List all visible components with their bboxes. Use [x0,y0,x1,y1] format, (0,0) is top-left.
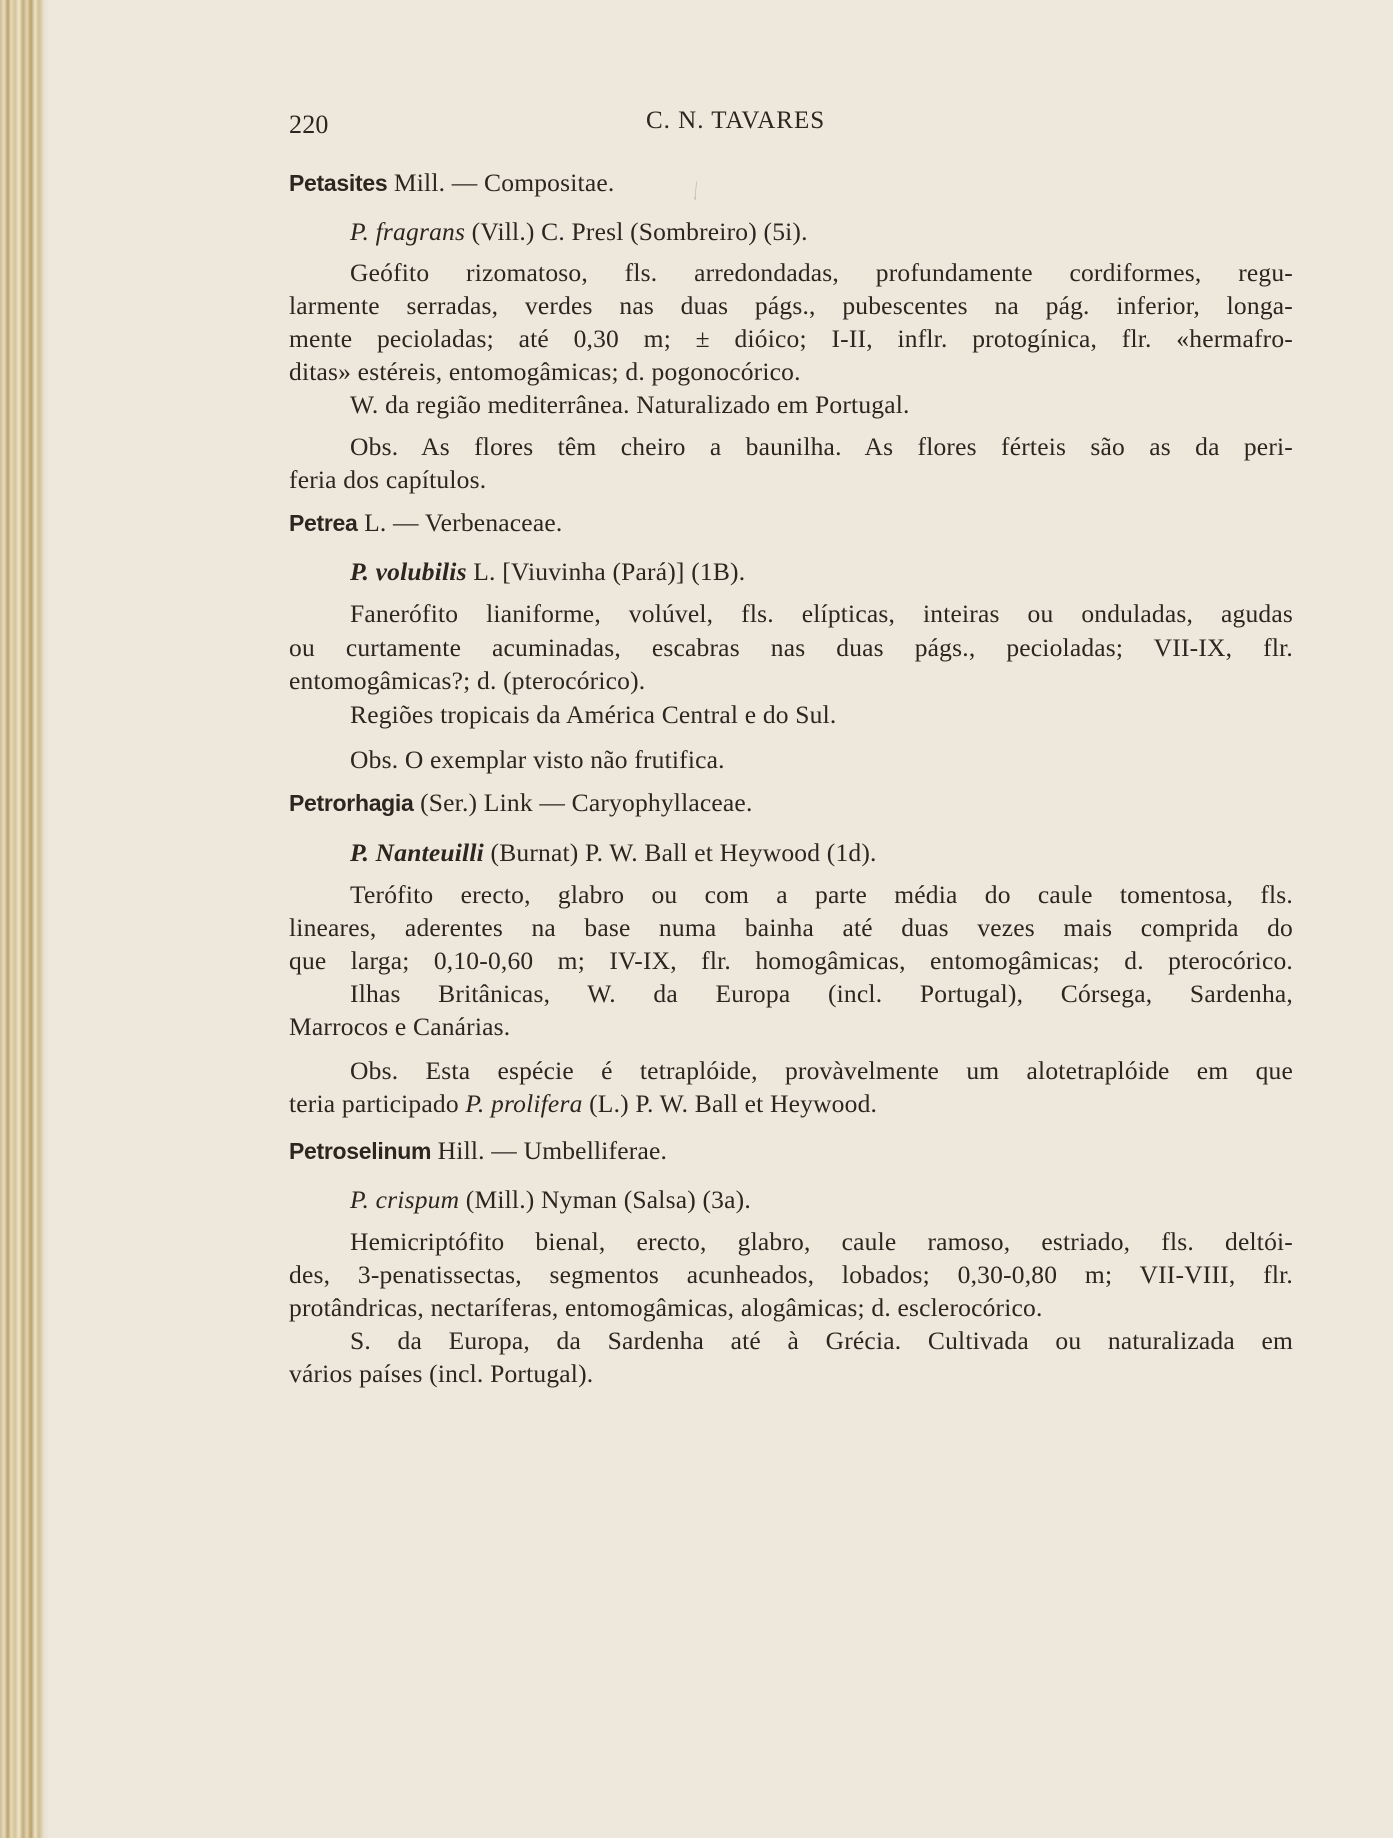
genus-name: Petrea [289,510,358,536]
obs-line: feria dos capítulos. [289,465,487,494]
genus-authority-family: (Ser.) Link — Caryophyllaceae. [413,788,753,817]
distribution-line: Regiões tropicais da América Central e do Sul. [350,700,837,729]
species-name: P. crispum [350,1185,460,1214]
genus-authority-family: Hill. — Umbelliferae. [431,1136,668,1165]
genus-authority-family: L. — Verbenaceae. [357,508,563,537]
description-line: ditas» estéreis, entomogâmicas; d. pogonocórico. [289,357,801,386]
page-number: 220 [289,110,329,139]
description-line: ou curtamente acuminadas, escabras nas duas págs., pecioladas; VII-IX, flr. [289,633,1293,662]
obs-text: teria participado [289,1089,466,1118]
genus-name: Petroselinum [289,1138,432,1164]
description-line: larmente serradas, verdes nas duas págs., pubescentes na pág. inferior, longa- [289,291,1293,320]
genus-name: Petasites [289,170,388,196]
species-authority: (Mill.) Nyman (Salsa) (3a). [459,1185,751,1214]
obs-line: Obs. Esta espécie é tetraplóide, provàvelmente um alotetraplóide em que [350,1056,1293,1085]
species-heading [350,557,1293,587]
species-name: P. Nanteuilli [350,838,484,867]
distribution-line: Ilhas Britânicas, W. da Europa (incl. Portugal), Córsega, Sardenha, [350,979,1293,1008]
description-line: Terófito erecto, glabro ou com a parte média do caule tomentosa, fls. [350,880,1293,909]
species-heading [350,1185,1293,1215]
distribution-line: S. da Europa, da Sardenha até à Grécia. Cultivada ou naturalizada em [350,1326,1293,1355]
book-binding-edge [0,0,48,1838]
genus-heading-petrorhagia [289,788,1293,818]
obs-line: Obs. As flores têm cheiro a baunilha. As flores férteis são as da peri- [350,432,1293,461]
obs-species-name: P. prolifera [465,1089,583,1118]
species-authority: (Vill.) C. Presl (Sombreiro) (5i). [465,217,808,246]
description-line: Hemicriptófito bienal, erecto, glabro, caule ramoso, estriado, fls. deltói- [350,1227,1293,1256]
description-line: que larga; 0,10-0,60 m; IV-IX, flr. homogâmicas, entomogâmicas; d. pterocórico. [289,946,1293,975]
species-authority: L. [Viuvinha (Pará)] (1B). [466,557,746,586]
description-line: lineares, aderentes na base numa bainha até duas vezes mais comprida do [289,913,1293,942]
genus-heading-petasites [289,168,1293,198]
genus-name: Petrorhagia [289,790,414,816]
distribution-line: Marrocos e Canárias. [289,1012,511,1041]
genus-heading-petrea [289,508,1293,538]
obs-line [289,1089,1293,1119]
species-heading [350,838,1293,868]
species-heading [350,217,1293,247]
description-line: Geófito rizomatoso, fls. arredondadas, profundamente cordiformes, regu- [350,258,1293,287]
species-name: P. volubilis [350,557,467,586]
description-line: protândricas, nectaríferas, entomogâmicas, alogâmicas; d. esclerocórico. [289,1293,1043,1322]
description-line: mente pecioladas; até 0,30 m; ± dióico; I-II, inflr. protogínica, flr. «hermafro- [289,324,1293,353]
genus-authority-family: Mill. — Compositae. [387,168,615,197]
genus-heading-petroselinum [289,1136,1293,1166]
species-name: P. fragrans [350,217,466,246]
description-line: Fanerófito lianiforme, volúvel, fls. elípticas, inteiras ou onduladas, agudas [350,599,1293,628]
running-head: C. N. TAVARES [646,107,826,134]
description-line: entomogâmicas?; d. (pterocórico). [289,666,646,695]
distribution-line: W. da região mediterrânea. Naturalizado em Portugal. [350,390,910,419]
obs-line: Obs. O exemplar visto não frutifica. [350,745,725,774]
obs-text: (L.) P. W. Ball et Heywood. [582,1089,878,1118]
description-line: des, 3-penatissectas, segmentos acunheados, lobados; 0,30-0,80 m; VII-VIII, flr. [289,1260,1293,1289]
distribution-line: vários países (incl. Portugal). [289,1359,594,1388]
species-authority: (Burnat) P. W. Ball et Heywood (1d). [483,838,877,867]
